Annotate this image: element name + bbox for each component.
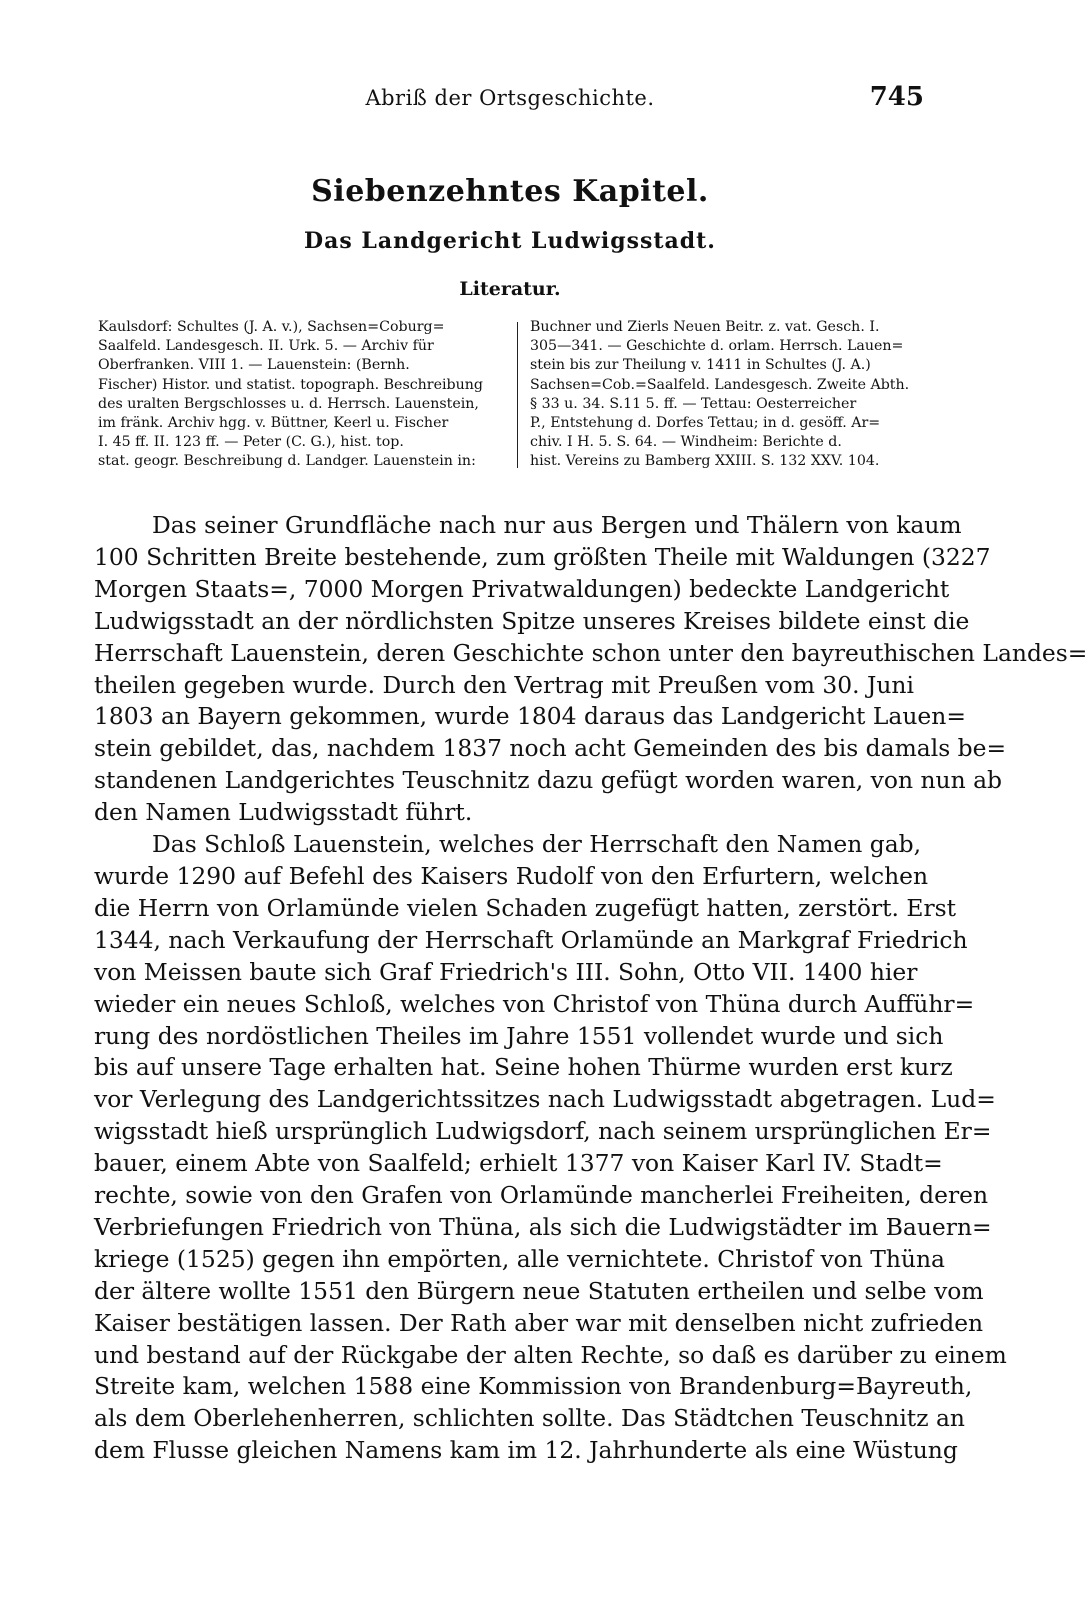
literature-line: hist. Vereins zu Bamberg XXIII. S. 132 XXV. 104.: [530, 453, 880, 470]
body-line: Verbriefungen Friedrich von Thüna, als sich die Ludwigstädter im Bauern=: [94, 1212, 992, 1241]
body-line: Das seiner Grundfläche nach nur aus Bergen und Thälern von kaum: [152, 511, 962, 539]
body-line: und bestand auf der Rückgabe der alten Rechte, so daß es darüber zu einem: [94, 1340, 1007, 1369]
literature-line: P., Entstehung d. Dorfes Tettau; in d. gesöff. Ar=: [530, 415, 881, 432]
literature-line: Kaulsdorf: Schultes (J. A. v.), Sachsen=Coburg=: [98, 319, 445, 335]
section-title: Das Landgericht Ludwigsstadt.: [304, 228, 716, 254]
body-line: 1803 an Bayern gekommen, wurde 1804 daraus das Landgericht Lauen=: [94, 702, 966, 731]
literature-line: Sachsen=Cob.=Saalfeld. Landesgesch. Zweite Abth.: [530, 376, 910, 393]
literature-line: Oberfranken. VIII 1. — Lauenstein: (Bernh.: [98, 357, 410, 374]
column-divider: [517, 322, 518, 468]
body-line: die Herrn von Orlamünde vielen Schaden zugefügt hatten, zerstört. Erst: [94, 893, 957, 922]
body-line: Herrschaft Lauenstein, deren Geschichte schon unter den bayreuthischen Landes=: [94, 638, 1087, 667]
literature-left-column: [98, 318, 508, 472]
literature-line: des uralten Bergschlosses u. d. Herrsch. Lauenstein,: [98, 395, 479, 412]
body-line: vor Verlegung des Landgerichtssitzes nach Ludwigsstadt abgetragen. Lud=: [94, 1085, 996, 1114]
running-title: Abriß der Ortsgeschichte.: [365, 86, 655, 110]
body-line: rechte, sowie von den Grafen von Orlamünde mancherlei Freiheiten, deren: [94, 1181, 989, 1210]
body-line: bis auf unsere Tage erhalten hat. Seine hohen Thürme wurden erst kurz: [94, 1053, 953, 1082]
body-text: [94, 510, 1087, 1467]
literature-right-column: [530, 318, 920, 472]
body-line: 1344, nach Verkaufung der Herrschaft Orlamünde an Markgraf Friedrich: [94, 925, 968, 954]
body-line: als dem Oberlehenherren, schlichten sollte. Das Städtchen Teuschnitz an: [94, 1404, 965, 1433]
body-line: 100 Schritten Breite bestehende, zum größten Theile mit Waldungen (3227: [94, 542, 991, 571]
page-number: 745: [869, 82, 924, 112]
literature-line: im fränk. Archiv hgg. v. Büttner, Keerl u. Fischer: [98, 415, 449, 432]
literature-line: Buchner und Zierls Neuen Beitr. z. vat. Gesch. I.: [530, 319, 880, 335]
body-line: der ältere wollte 1551 den Bürgern neue Statuten ertheilen und selbe vom: [94, 1276, 984, 1305]
body-line: bauer, einem Abte von Saalfeld; erhielt 1377 von Kaiser Karl IV. Stadt=: [94, 1149, 943, 1178]
literature-line: 305—341. — Geschichte d. orlam. Herrsch. Lauen=: [530, 338, 904, 355]
body-line: wigsstadt hieß ursprünglich Ludwigsdorf, nach seinem ursprünglichen Er=: [94, 1117, 992, 1146]
body-line: kriege (1525) gegen ihn empörten, alle vernichtete. Christof von Thüna: [94, 1244, 945, 1273]
body-line: Ludwigsstadt an der nördlichsten Spitze unseres Kreises bildete einst die: [94, 606, 970, 635]
body-line: Kaiser bestätigen lassen. Der Rath aber war mit denselben nicht zufrieden: [94, 1308, 984, 1337]
body-line: Morgen Staats=, 7000 Morgen Privatwaldungen) bedeckte Landgericht: [94, 574, 950, 603]
literature-line: stat. geogr. Beschreibung d. Landger. Lauenstein in:: [98, 453, 476, 470]
literature-line: I. 45 ff. II. 123 ff. — Peter (C. G.), hist. top.: [98, 434, 404, 451]
body-line: stein gebildet, das, nachdem 1837 noch acht Gemeinden des bis damals be=: [94, 734, 1007, 763]
body-line: dem Flusse gleichen Namens kam im 12. Jahrhunderte als eine Wüstung: [94, 1436, 958, 1465]
literature-line: stein bis zur Theilung v. 1411 in Schultes (J. A.): [530, 357, 871, 374]
chapter-title: Siebenzehntes Kapitel.: [311, 174, 709, 209]
body-line: Streite kam, welchen 1588 eine Kommission von Brandenburg=Bayreuth,: [94, 1372, 973, 1401]
running-header: [96, 82, 924, 122]
body-line: von Meissen baute sich Graf Friedrich's III. Sohn, Otto VII. 1400 hier: [94, 957, 918, 986]
body-line: Das Schloß Lauenstein, welches der Herrschaft den Namen gab,: [152, 830, 922, 859]
body-line: den Namen Ludwigsstadt führt.: [94, 798, 473, 827]
body-line: standenen Landgerichtes Teuschnitz dazu gefügt worden waren, von nun ab: [94, 766, 1002, 795]
literature-line: Fischer) Histor. und statist. topograph. Beschreibung: [98, 376, 483, 393]
literature-line: § 33 u. 34. S.11 5. ff. — Tettau: Oesterreicher: [530, 395, 857, 412]
literature-heading: Literatur.: [459, 278, 561, 300]
literature-line: Saalfeld. Landesgesch. II. Urk. 5. — Archiv für: [98, 338, 434, 355]
body-line: wieder ein neues Schloß, welches von Christof von Thüna durch Aufführ=: [94, 989, 975, 1018]
literature-line: chiv. I H. 5. S. 64. — Windheim: Berichte d.: [530, 434, 842, 451]
body-line: wurde 1290 auf Befehl des Kaisers Rudolf von den Erfurtern, welchen: [94, 861, 929, 890]
body-line: theilen gegeben wurde. Durch den Vertrag mit Preußen vom 30. Juni: [94, 670, 914, 699]
body-line: rung des nordöstlichen Theiles im Jahre 1551 vollendet wurde und sich: [94, 1021, 944, 1050]
